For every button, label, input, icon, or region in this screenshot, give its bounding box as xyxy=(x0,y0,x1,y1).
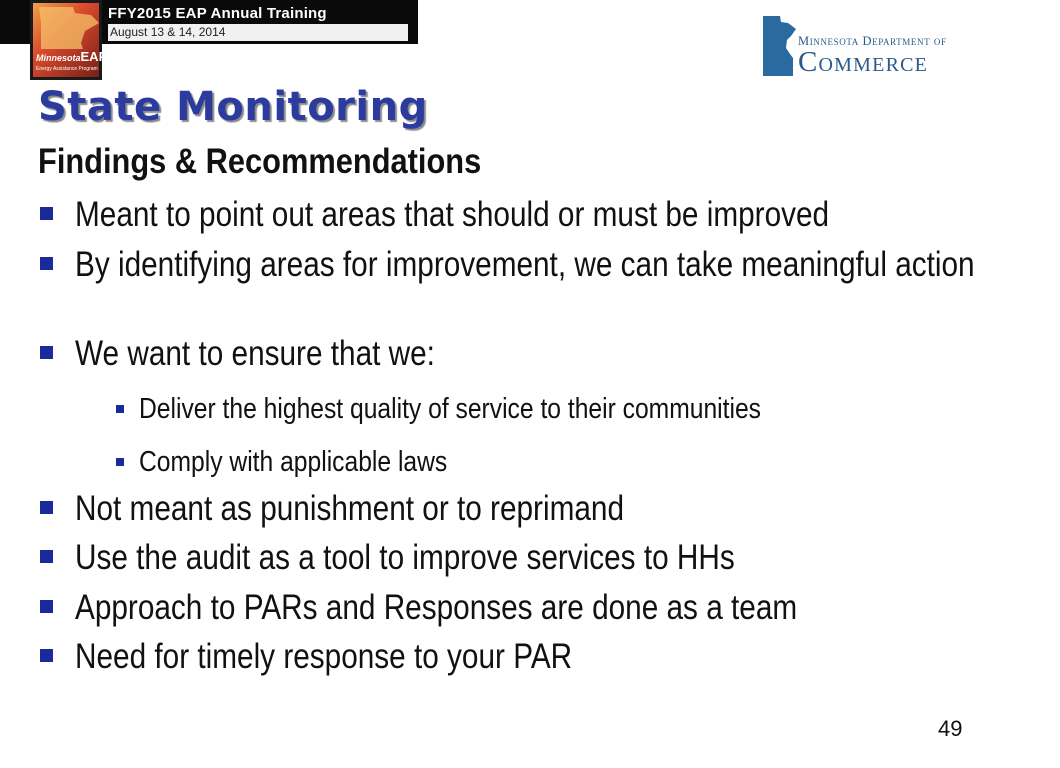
header-date: August 13 & 14, 2014 xyxy=(108,24,408,41)
bullet-marker-icon xyxy=(40,600,53,613)
bullet-text: Not meant as punishment or to reprimand xyxy=(75,489,625,528)
bullet-marker-icon xyxy=(40,550,53,563)
bullet-text: Meant to point out areas that should or must be improved xyxy=(75,195,830,234)
commerce-line1: Minnesota Department of xyxy=(798,34,947,48)
eap-brand-eap: EAP xyxy=(80,49,108,64)
page-number: 49 xyxy=(938,716,963,741)
eap-brand xyxy=(36,49,107,64)
slide-title: State Monitoring xyxy=(38,84,428,130)
commerce-logo xyxy=(760,14,990,80)
bullet-marker-icon xyxy=(40,207,53,220)
bullet-text: We want to ensure that we: xyxy=(75,334,435,373)
sub-bullet-text: Comply with applicable laws xyxy=(139,446,448,478)
bullet-text: Need for timely response to your PAR xyxy=(75,637,573,676)
sub-bullet-text: Deliver the highest quality of service to their communities xyxy=(139,393,762,425)
bullet-text: By identifying areas for improvement, we can take meaningful action xyxy=(75,245,975,284)
eap-logo xyxy=(30,0,108,80)
bullet-marker-icon xyxy=(40,649,53,662)
bullet-marker-icon xyxy=(40,346,53,359)
minnesota-state-icon xyxy=(760,14,800,80)
commerce-line2: Commerce xyxy=(798,46,929,78)
slide-subtitle: Findings & Recommendations xyxy=(38,142,482,181)
bullet-marker-icon xyxy=(40,501,53,514)
eap-brand-state: Minnesota xyxy=(36,53,81,63)
sub-bullet-marker-icon xyxy=(116,458,124,466)
bullet-text: Approach to PARs and Responses are done as a team xyxy=(75,588,798,627)
header-title: FFY2015 EAP Annual Training xyxy=(108,5,327,22)
bullet-marker-icon xyxy=(40,257,53,270)
sub-bullet-marker-icon xyxy=(116,405,124,413)
eap-subtitle: Energy Assistance Program xyxy=(36,66,98,72)
bullet-text: Use the audit as a tool to improve services to HHs xyxy=(75,538,735,577)
